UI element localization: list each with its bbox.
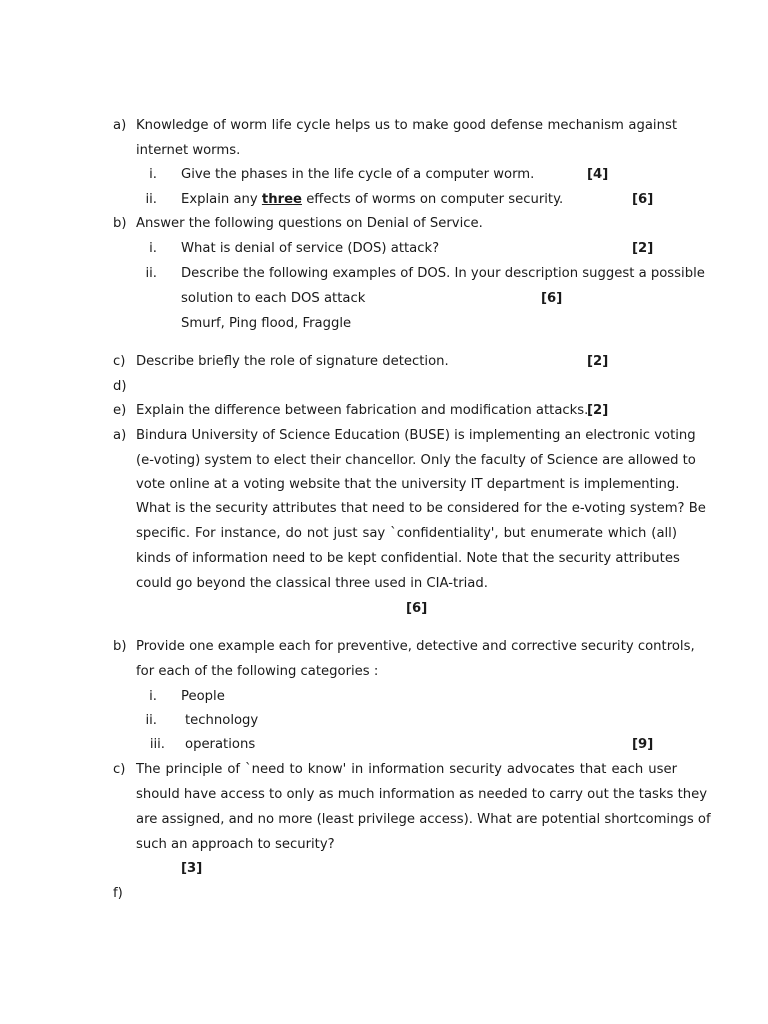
q2a-text-line4: What is the security attributes that need to be considered for the e-voting system? Be [136,501,706,516]
q2b-text-line1: Provide one example each for preventive, detective and corrective security controls, [136,639,695,654]
q1b-i-mark: [2] [632,241,654,256]
q2a-text-line1: Bindura University of Science Education (BUSE) is implementing an electronic voting [136,428,696,443]
q1c-mark: [2] [587,354,609,369]
q2b-text-line2: for each of the following categories : [136,664,379,679]
q1b-ii-text-line3: Smurf, Ping flood, Fraggle [181,316,352,331]
q2a-text-line3: vote online at a voting website that the university IT department is implementing. [136,477,680,492]
q1b-text: Answer the following questions on Denial of Service. [136,216,483,231]
q1b-i-text: What is denial of service (DOS) attack? [181,241,440,256]
q1a-i-number: i. [149,167,157,182]
q1c-text: Describe briefly the role of signature detection. [136,354,449,369]
q2a-text-line5: specific. For instance, do not just say `confidentiality', but enumerate which (all) [136,526,677,541]
q1d-label: d) [113,379,127,394]
q1a-i-mark: [4] [587,167,609,182]
q2a-label: a) [113,428,127,443]
q2c-mark: [3] [181,861,203,876]
q2b-mark: [9] [632,737,654,752]
q1c-label: c) [113,354,126,369]
q1b-label: b) [113,216,127,231]
q2c-text-line3: are assigned, and no more (least privilege access). What are potential shortcomings of [136,812,711,827]
q2c-label: c) [113,762,126,777]
q2c-text-line1: The principle of `need to know' in information security advocates that each user [136,762,677,777]
q1b-i-number: i. [149,241,157,256]
q1a-i-text: Give the phases in the life cycle of a computer worm. [181,167,535,182]
q1a-ii-mark: [6] [632,192,654,207]
q1a-ii-text-post: effects of worms on computer security. [302,192,564,207]
q1a-ii-emphasis: three [261,192,302,207]
q1a-ii-text [181,191,563,209]
q1e-label: e) [113,403,127,418]
q1a-ii-text-pre: Explain any [181,192,262,207]
q1b-ii-mark: [6] [541,291,563,306]
q2b-i-text: People [181,689,225,704]
q2b-label: b) [113,639,127,654]
q2b-ii-number: ii. [145,713,157,728]
q2c-text-line2: should have access to only as much information as needed to carry out the tasks they [136,787,708,802]
q2c-text-line4: such an approach to security? [136,837,335,852]
q2a-mark: [6] [406,601,428,616]
q1a-text-line2: internet worms. [136,143,241,158]
q1b-ii-text-line1: Describe the following examples of DOS. In your description suggest a possible [181,266,705,281]
q2b-ii-text: technology [185,713,259,728]
q2b-iii-number: iii. [149,737,165,752]
q2a-text-line2: (e-voting) system to elect their chancellor. Only the faculty of Science are allowed to [136,453,696,468]
q1a-text-line1: Knowledge of worm life cycle helps us to make good defense mechanism against [136,118,677,133]
q1e-text: Explain the difference between fabrication and modification attacks. [136,403,589,418]
q1a-ii-number: ii. [145,192,157,207]
q1e-mark: [2] [587,403,609,418]
q1b-ii-number: ii. [145,266,157,281]
q2b-iii-text: operations [185,737,256,752]
q2a-text-line7: could go beyond the classical three used in CIA-triad. [136,576,488,591]
q1b-ii-text-line2: solution to each DOS attack [181,291,366,306]
q2f-label: f) [113,886,123,901]
q2b-i-number: i. [149,689,157,704]
q1a-label: a) [113,118,127,133]
q2a-text-line6: kinds of information need to be kept confidential. Note that the security attributes [136,551,680,566]
